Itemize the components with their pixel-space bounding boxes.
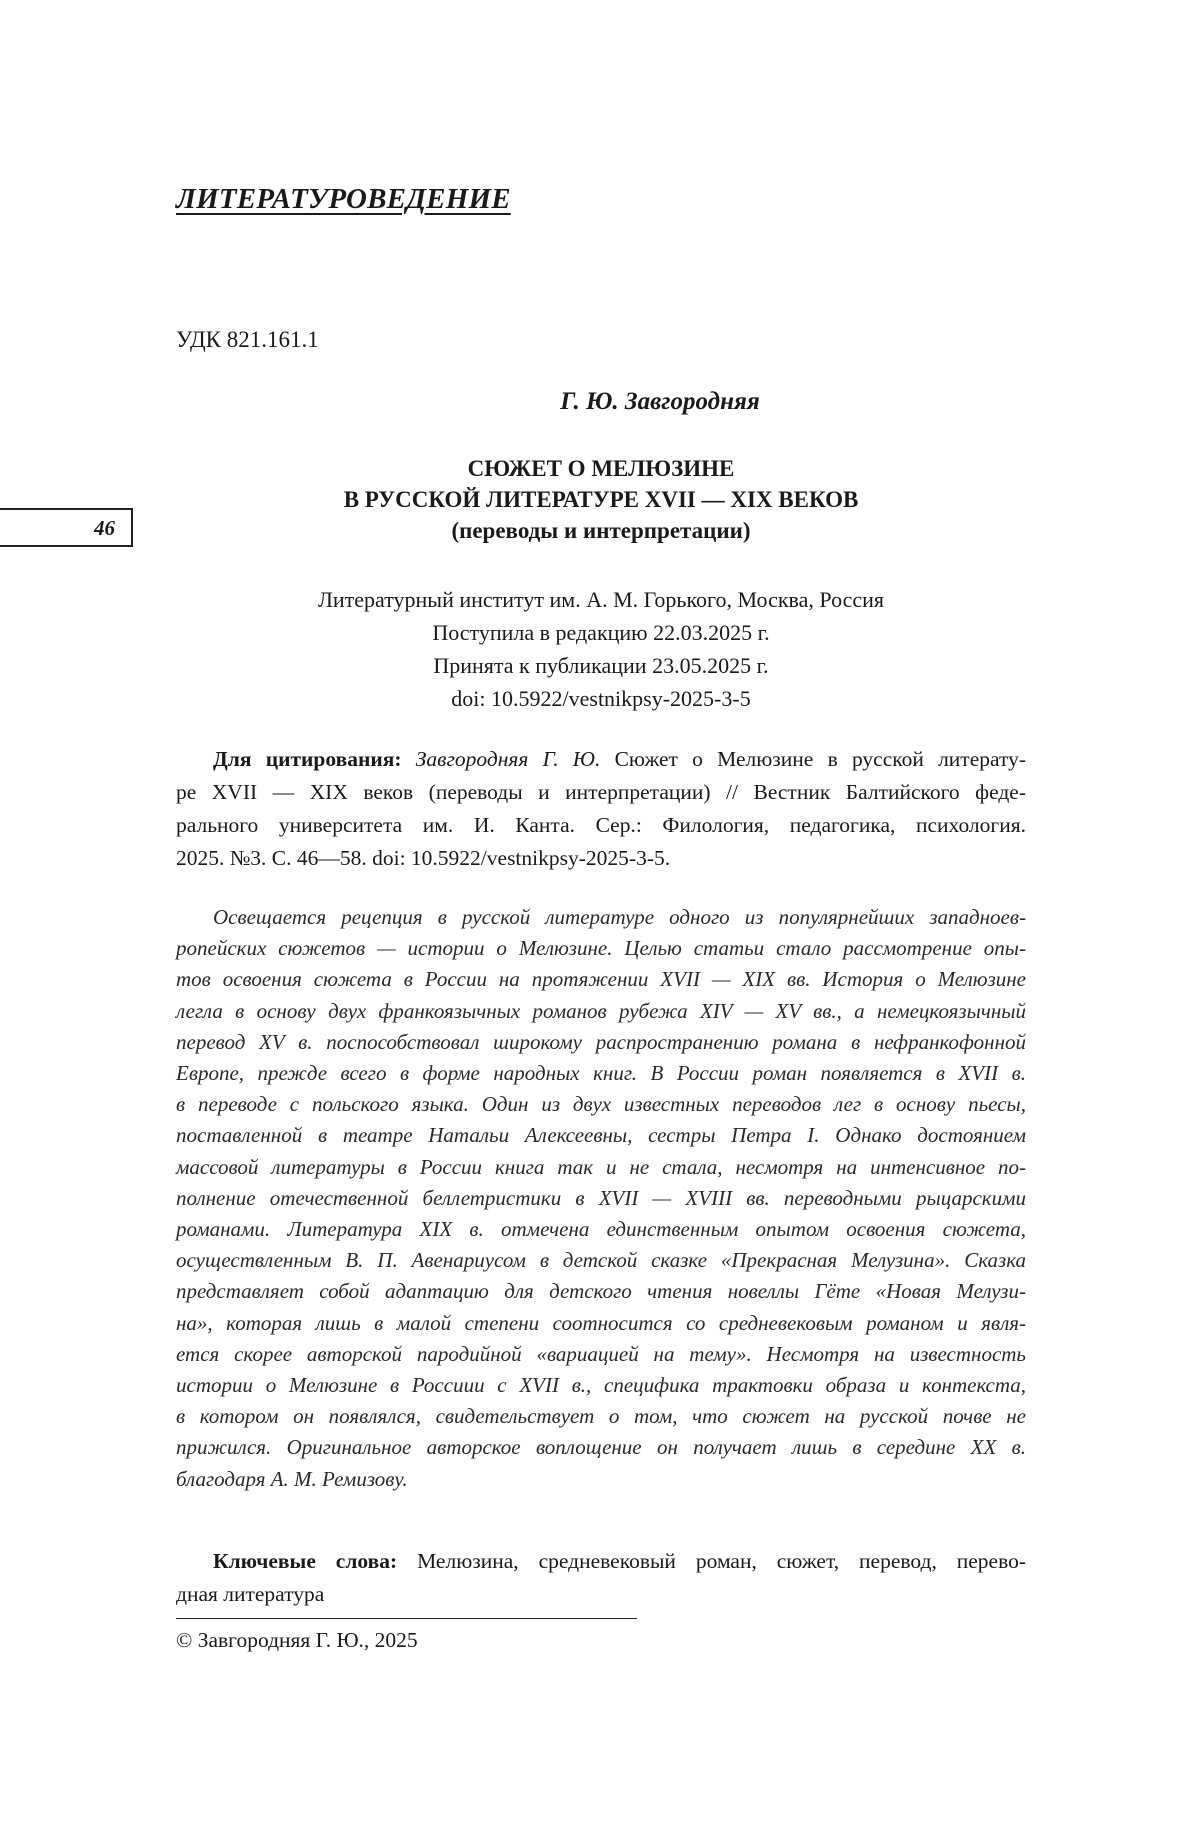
abstract-line: в переводе с польского языка. Один из двух известных переводов лег в основу пьесы, (176, 1092, 1026, 1117)
abstract-line: ется скорее авторской пародийной «вариацией на тему». Несмотря на известность (176, 1341, 1026, 1366)
keywords-text: Мелюзина, средневековый роман, сюжет, перевод, перево- (417, 1549, 1027, 1573)
title-subtitle: (переводы и интерпретации) (451, 518, 751, 543)
citation-line: ре XVII — XIX веков (переводы и интерпретации) // Вестник Балтийского феде- (176, 780, 1026, 804)
keywords-label: Ключевые слова: (213, 1549, 398, 1573)
abstract-line: полнение отечественной беллетристики в XVII — XVIII вв. переводными рыцарскими (176, 1185, 1026, 1210)
udk-code: УДК 821.161.1 (176, 327, 319, 352)
abstract-line: романами. Литература XIX в. отмечена единственным опытом освоения сюжета, (176, 1217, 1026, 1242)
article-title (176, 453, 1026, 546)
keywords-block (176, 1545, 1026, 1611)
keywords-line (176, 1545, 1026, 1578)
section-title: ЛИТЕРАТУРОВЕДЕНИЕ (176, 183, 511, 215)
abstract-line: осуществленным В. П. Авенариусом в детской сказке «Прекрасная Мелузина». Сказка (176, 1248, 1026, 1273)
citation-line: рального университета им. И. Канта. Сер.: Филология, педагогика, психология. (176, 813, 1026, 837)
doi: doi: 10.5922/vestnikpsy-2025-3-5 (451, 686, 751, 711)
abstract-line: прижился. Оригинальное авторское воплощение он получает лишь в середине XX в. (176, 1435, 1026, 1460)
abstract-line: в котором он появлялся, свидетельствует о том, что сюжет на русской почве не (176, 1404, 1026, 1429)
abstract-line: Освещается рецепция в русской литературе одного из популярнейших западноев- (213, 905, 1026, 929)
abstract (176, 902, 1026, 1495)
footnote-divider (176, 1618, 637, 1619)
abstract-line: легла в основу двух франкоязычных романов рубежа XIV — XV вв., а немецкоязычный (176, 998, 1026, 1023)
copyright: © Завгородняя Г. Ю., 2025 (176, 1628, 418, 1652)
citation-line (176, 743, 1026, 776)
abstract-line: массовой литературы в России книга так и не стала, несмотря на интенсивное по- (176, 1154, 1026, 1179)
received-date: Поступила в редакцию 22.03.2025 г. (432, 620, 770, 645)
author-name: Г. Ю. Завгородняя (560, 388, 760, 415)
abstract-line: благодаря А. М. Ремизову. (176, 1466, 408, 1491)
abstract-line: истории о Мелюзине в Россиии с XVII в., специфика трактовки образа и контекста, (176, 1373, 1026, 1398)
citation-label: Для цитирования: (213, 747, 402, 771)
citation-line: 2025. №3. С. 46—58. doi: 10.5922/vestnikpsy-2025-3-5. (176, 846, 671, 870)
affiliation: Литературный институт им. А. М. Горького, Москва, Россия (317, 587, 885, 612)
abstract-line: ропейских сюжетов — истории о Мелюзине. Целью статьи стало рассмотрение опы- (176, 936, 1026, 961)
abstract-line: представляет собой адаптацию для детского чтения новеллы Гёте «Новая Мелузи- (176, 1279, 1026, 1304)
abstract-line: на», которая лишь в малой степени соотносится со средневековым романом и явля- (176, 1310, 1026, 1335)
article-info (176, 583, 1026, 715)
abstract-line: перевод XV в. поспособствовал широкому распространению романа в нефранкофонной (176, 1029, 1026, 1054)
title-line: В РУССКОЙ ЛИТЕРАТУРЕ XVII — XIX ВЕКОВ (343, 487, 859, 512)
abstract-line: Европе, прежде всего в форме народных книг. В России роман появляется в XVII в. (176, 1061, 1026, 1086)
abstract-line: поставленной в театре Натальи Алексеевны, сестры Петра I. Однако достоянием (176, 1123, 1026, 1148)
citation-author: Завгородняя Г. Ю. (415, 747, 601, 771)
accepted-date: Принята к публикации 23.05.2025 г. (433, 653, 769, 678)
page-number-box (0, 508, 133, 547)
page-number: 46 (94, 516, 115, 540)
abstract-line: тов освоения сюжета в России на протяжении XVII — XIX вв. История о Мелюзине (176, 967, 1026, 992)
keywords-line: дная литература (176, 1582, 325, 1606)
citation-text: Сюжет о Мелюзине в русской литерату- (614, 747, 1027, 771)
citation-block (176, 743, 1026, 875)
title-line: СЮЖЕТ О МЕЛЮЗИНЕ (467, 456, 735, 481)
